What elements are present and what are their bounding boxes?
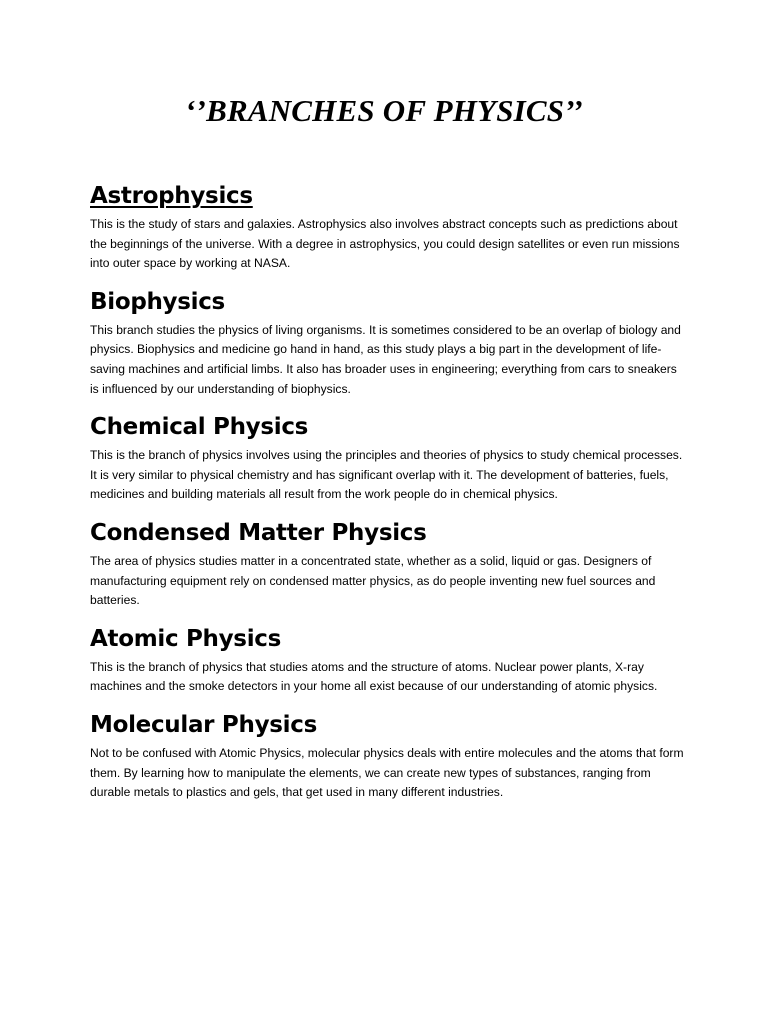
document-title: ‘’BRANCHES OF PHYSICS’’ bbox=[185, 93, 583, 128]
section-chemical-physics bbox=[90, 411, 690, 505]
section-astrophysics bbox=[90, 180, 690, 274]
section-paragraph: This is the study of stars and galaxies. Astrophysics also involves abstract concepts such as predictions about the beginnings of the universe. With a degree in astrophysics, you could design satellites or even run missions into outer space by working at NASA. bbox=[90, 217, 680, 271]
section-paragraph: This branch studies the physics of living organisms. It is sometimes considered to be an overlap of biology and physics. Biophysics and medicine go hand in hand, as this study plays a big part in the development of life-saving machines and artificial limbs. It also has broader uses in engineering; everything from cars to sneakers is influenced by our understanding of biophysics. bbox=[90, 322, 681, 396]
section-atomic-physics bbox=[90, 623, 690, 697]
section-paragraph: This is the branch of physics involves using the principles and theories of physics to study chemical processes. It is very similar to physical chemistry and has significant overlap with it. The development of batteries, fuels, medicines and building materials all result from the work people do in chemical physics. bbox=[90, 448, 683, 502]
section-molecular-physics bbox=[90, 709, 690, 803]
section-heading: Astrophysics bbox=[90, 183, 253, 209]
section-heading: Condensed Matter Physics bbox=[90, 519, 427, 546]
section-paragraph: This is the branch of physics that studies atoms and the structure of atoms. Nuclear power plants, X-ray machines and the smoke detectors in your home all exist because of our understanding of atomic physics. bbox=[90, 659, 658, 694]
section-paragraph: Not to be confused with Atomic Physics, molecular physics deals with entire molecules and the atoms that form them. By learning how to manipulate the elements, we can create new types of substances, ranging from durable metals to plastics and gels, that get used in many different industries. bbox=[90, 745, 684, 800]
section-heading: Chemical Physics bbox=[90, 414, 309, 441]
section-paragraph: The area of physics studies matter in a concentrated state, whether as a solid, liquid or gas. Designers of manufacturing equipment rely on condensed matter physics, as do people inventing new fuel sources and batteries. bbox=[90, 553, 656, 608]
section-heading: Molecular Physics bbox=[90, 711, 317, 738]
section-heading: Atomic Physics bbox=[90, 625, 282, 652]
section-heading: Biophysics bbox=[90, 288, 225, 315]
document-content bbox=[90, 180, 690, 815]
section-biophysics bbox=[90, 286, 690, 399]
section-condensed-matter-physics bbox=[90, 517, 690, 611]
